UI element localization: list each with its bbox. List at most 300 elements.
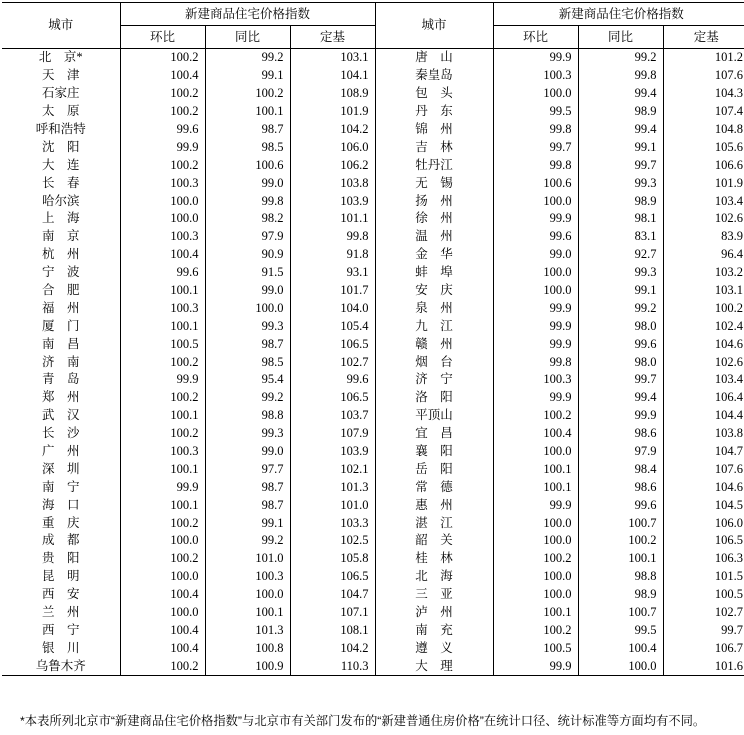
dingji-cell: 106.6 [714,157,744,172]
tongbi-cell: 100.6 [205,156,290,174]
dingji-cell: 100.5 [714,587,744,602]
huanbi-cell: 100.2 [493,622,578,640]
city-name-cell: 呼和浩特 [2,121,120,139]
city-name-cell: 徐 州 [375,210,493,228]
dingji-cell: 102.4 [714,318,744,333]
tongbi-cell: 100.9 [205,657,290,675]
dingji-cell: 106.0 [290,138,375,156]
huanbi-cell: 99.9 [493,496,578,514]
dingji-cell: 106.5 [290,335,375,353]
city-name-cell: 广 州 [2,443,120,461]
tongbi-cell: 100.0 [205,299,290,317]
huanbi-cell: 99.6 [493,228,578,246]
dingji-cell: 101.9 [714,175,744,190]
tongbi-cell: 99.6 [578,335,663,353]
tongbi-cell: 99.2 [578,299,663,317]
city-name-cell: 南 昌 [2,335,120,353]
dingji-cell: 103.1 [714,283,744,298]
index-group-header-left: 新建商品住宅价格指数 [120,3,375,26]
dingji-cell: 104.4 [714,408,744,423]
tongbi-cell: 99.2 [205,49,290,67]
city-name-cell: 石家庄 [2,85,120,103]
dingji-cell: 93.1 [290,264,375,282]
huanbi-cell: 99.0 [493,246,578,264]
dingji-cell: 110.3 [290,657,375,675]
tongbi-cell: 98.0 [578,353,663,371]
tongbi-cell: 99.3 [205,425,290,443]
city-name-cell: 杭 州 [2,246,120,264]
city-name-cell: 襄 阳 [375,443,493,461]
dingji-cell: 103.9 [290,443,375,461]
city-name-cell: 宁 波 [2,264,120,282]
huanbi-cell: 100.3 [493,67,578,85]
dingji-cell: 106.3 [714,551,744,566]
tongbi-cell: 100.2 [205,85,290,103]
huanbi-cell: 100.4 [120,246,205,264]
huanbi-cell: 100.0 [493,282,578,300]
tongbi-cell: 98.6 [578,425,663,443]
huanbi-cell: 100.0 [493,532,578,550]
huanbi-header-left: 环比 [120,26,205,49]
huanbi-cell: 99.8 [493,156,578,174]
dingji-cell: 99.6 [290,371,375,389]
city-column-header-right: 城市 [375,3,493,49]
city-name-cell: 深 圳 [2,460,120,478]
city-name-cell: 烟 台 [375,353,493,371]
huanbi-cell: 99.7 [493,138,578,156]
dingji-cell: 99.8 [290,228,375,246]
tongbi-cell: 98.9 [578,103,663,121]
table-row [2,192,744,210]
huanbi-cell: 100.0 [493,443,578,461]
huanbi-cell: 100.1 [120,317,205,335]
table-row [2,425,744,443]
tongbi-cell: 99.8 [578,67,663,85]
city-name-cell: 常 德 [375,478,493,496]
table-row [2,460,744,478]
city-name-cell: 大 理 [375,657,493,675]
tongbi-header-right: 同比 [578,26,663,49]
table-row [2,550,744,568]
city-name-cell: 泸 州 [375,604,493,622]
tongbi-cell: 101.0 [205,550,290,568]
dingji-cell: 101.2 [714,50,744,65]
huanbi-cell: 99.6 [120,121,205,139]
huanbi-cell: 100.3 [120,443,205,461]
dingji-cell: 108.9 [290,85,375,103]
huanbi-cell: 100.0 [493,192,578,210]
huanbi-cell: 100.2 [120,103,205,121]
huanbi-cell: 100.2 [120,514,205,532]
dingji-cell: 102.1 [290,460,375,478]
table-row [2,228,744,246]
huanbi-cell: 100.4 [120,586,205,604]
huanbi-cell: 100.1 [120,282,205,300]
tongbi-cell: 98.7 [205,121,290,139]
tongbi-cell: 98.5 [205,138,290,156]
tongbi-cell: 98.2 [205,210,290,228]
city-name-cell: 赣 州 [375,335,493,353]
city-name-cell: 桂 林 [375,550,493,568]
city-name-cell: 宜 昌 [375,425,493,443]
huanbi-cell: 99.9 [493,389,578,407]
tongbi-cell: 99.6 [578,496,663,514]
tongbi-cell: 99.4 [578,85,663,103]
city-name-cell: 青 岛 [2,371,120,389]
table-row [2,85,744,103]
city-name-cell: 海 口 [2,496,120,514]
city-name-cell: 南 宁 [2,478,120,496]
table-row [2,478,744,496]
dingji-cell: 96.4 [721,247,744,262]
table-body [2,49,744,676]
table-row [2,532,744,550]
city-name-cell: 遵 义 [375,639,493,657]
city-name-cell: 成 都 [2,532,120,550]
huanbi-cell: 100.1 [120,496,205,514]
footnote: *本表所列北京市“新建商品住宅价格指数”与北京市有关部门发布的“新建普通住房价格”在统计口径、统计标准等方面均有不同。 [20,714,706,728]
huanbi-cell: 99.9 [120,371,205,389]
dingji-cell: 101.6 [663,657,744,675]
huanbi-cell: 100.2 [120,85,205,103]
tongbi-cell: 100.8 [205,639,290,657]
table-row [2,317,744,335]
tongbi-cell: 99.4 [578,389,663,407]
huanbi-cell: 100.1 [120,407,205,425]
huanbi-cell: 100.3 [120,228,205,246]
city-name-cell: 九 江 [375,317,493,335]
tongbi-cell: 98.0 [578,317,663,335]
tongbi-cell: 98.9 [578,586,663,604]
tongbi-cell: 98.4 [578,460,663,478]
dingji-cell: 104.1 [290,67,375,85]
index-group-header-right: 新建商品住宅价格指数 [493,3,744,26]
city-name-cell: 贵 阳 [2,550,120,568]
huanbi-cell: 100.2 [120,49,205,67]
city-name-cell: 西 安 [2,586,120,604]
city-name-cell: 蚌 埠 [375,264,493,282]
city-name-cell: 长 春 [2,174,120,192]
huanbi-cell: 99.8 [493,353,578,371]
huanbi-cell: 100.2 [120,425,205,443]
tongbi-cell: 97.7 [205,460,290,478]
table-row [2,496,744,514]
huanbi-cell: 100.0 [493,514,578,532]
tongbi-cell: 99.9 [578,407,663,425]
city-name-cell: 沈 阳 [2,138,120,156]
huanbi-cell: 100.2 [120,657,205,675]
tongbi-cell: 99.3 [578,264,663,282]
dingji-cell: 108.1 [290,622,375,640]
dingji-cell: 101.1 [290,210,375,228]
tongbi-cell: 100.4 [578,639,663,657]
dingji-cell: 101.5 [714,569,744,584]
city-name-cell: 南 充 [375,622,493,640]
tongbi-cell: 100.1 [205,103,290,121]
city-name-cell: 洛 阳 [375,389,493,407]
city-name-cell: 北 海 [375,568,493,586]
huanbi-cell: 100.0 [493,568,578,586]
city-name-cell: 安 庆 [375,282,493,300]
dingji-cell: 103.4 [714,372,744,387]
huanbi-cell: 100.4 [120,67,205,85]
huanbi-cell: 100.2 [120,389,205,407]
dingji-cell: 103.1 [290,49,375,67]
dingji-cell: 103.8 [714,426,744,441]
tongbi-cell: 97.9 [578,443,663,461]
dingji-cell: 102.5 [290,532,375,550]
table-row [2,67,744,85]
tongbi-cell: 91.5 [205,264,290,282]
dingji-cell: 104.2 [290,121,375,139]
table-header [2,3,744,49]
dingji-cell: 104.7 [714,444,744,459]
huanbi-cell: 99.9 [493,299,578,317]
city-name-cell: 太 原 [2,103,120,121]
city-name-cell: 大 连 [2,156,120,174]
tongbi-cell: 98.7 [205,478,290,496]
huanbi-header-right: 环比 [493,26,578,49]
huanbi-cell: 100.0 [120,568,205,586]
table-row [2,299,744,317]
huanbi-cell: 99.5 [493,103,578,121]
dingji-cell: 101.7 [290,282,375,300]
dingji-cell: 106.4 [714,390,744,405]
tongbi-cell: 95.4 [205,371,290,389]
huanbi-cell: 100.4 [120,639,205,657]
tongbi-cell: 98.1 [578,210,663,228]
tongbi-cell: 101.3 [205,622,290,640]
dingji-cell: 102.7 [714,605,744,620]
tongbi-cell: 98.8 [205,407,290,425]
huanbi-cell: 100.1 [493,478,578,496]
city-name-cell: 泉 州 [375,299,493,317]
tongbi-cell: 92.7 [578,246,663,264]
dingji-cell: 102.6 [714,354,744,369]
tongbi-cell: 100.0 [578,657,663,675]
dingji-cell: 105.6 [714,139,744,154]
dingji-cell: 83.9 [721,229,744,244]
dingji-cell: 103.8 [290,174,375,192]
table-row [2,156,744,174]
tongbi-cell: 90.9 [205,246,290,264]
dingji-cell: 100.2 [714,300,744,315]
huanbi-cell: 100.5 [120,335,205,353]
tongbi-cell: 99.4 [578,121,663,139]
dingji-cell: 104.0 [290,299,375,317]
city-name-cell: 秦皇岛 [375,67,493,85]
huanbi-cell: 100.0 [120,192,205,210]
tongbi-cell: 99.0 [205,282,290,300]
dingji-cell: 105.4 [290,317,375,335]
city-name-cell: 南 京 [2,228,120,246]
huanbi-cell: 100.4 [493,425,578,443]
city-name-cell: 扬 州 [375,192,493,210]
dingji-cell: 104.3 [714,86,744,101]
city-name-cell: 兰 州 [2,604,120,622]
tongbi-cell: 100.1 [205,604,290,622]
city-name-cell: 重 庆 [2,514,120,532]
dingji-cell: 105.8 [290,550,375,568]
dingji-cell: 103.2 [714,265,744,280]
tongbi-cell: 99.1 [578,282,663,300]
huanbi-cell: 100.2 [493,550,578,568]
tongbi-cell: 99.8 [205,192,290,210]
huanbi-cell: 100.5 [493,639,578,657]
city-name-cell: 三 亚 [375,586,493,604]
dingji-cell: 91.8 [290,246,375,264]
city-name-cell: 湛 江 [375,514,493,532]
table-row [2,622,744,640]
city-name-cell: 岳 阳 [375,460,493,478]
city-name-cell: 无 锡 [375,174,493,192]
tongbi-cell: 97.9 [205,228,290,246]
huanbi-cell: 99.9 [493,49,578,67]
table-row [2,586,744,604]
table-row [2,121,744,139]
tongbi-cell: 100.7 [578,514,663,532]
city-name-cell: 包 头 [375,85,493,103]
tongbi-cell: 98.5 [205,353,290,371]
city-name-cell: 济 宁 [375,371,493,389]
city-name-cell: 吉 林 [375,138,493,156]
table-row [2,371,744,389]
dingji-cell: 99.7 [721,622,744,637]
city-name-cell: 济 南 [2,353,120,371]
tongbi-cell: 99.7 [578,156,663,174]
huanbi-cell: 99.9 [493,335,578,353]
table-row [2,407,744,425]
city-name-cell: 金 华 [375,246,493,264]
table-row [2,282,744,300]
city-name-cell: 北 京* [2,49,120,67]
huanbi-cell: 100.0 [493,264,578,282]
dingji-cell: 106.5 [290,568,375,586]
dingji-cell: 102.6 [714,211,744,226]
city-name-cell: 厦 门 [2,317,120,335]
dingji-cell: 106.7 [714,640,744,655]
dingji-cell: 106.5 [714,533,744,548]
tongbi-cell: 99.1 [205,514,290,532]
dingji-cell: 107.9 [290,425,375,443]
table-row [2,335,744,353]
huanbi-cell: 99.9 [120,138,205,156]
huanbi-cell: 100.6 [493,174,578,192]
huanbi-cell: 99.6 [120,264,205,282]
city-name-cell: 锦 州 [375,121,493,139]
huanbi-cell: 100.3 [120,174,205,192]
table-row [2,657,744,675]
huanbi-cell: 100.3 [120,299,205,317]
table-row [2,103,744,121]
tongbi-cell: 98.6 [578,478,663,496]
huanbi-cell: 100.0 [493,586,578,604]
city-name-cell: 郑 州 [2,389,120,407]
tongbi-cell: 100.1 [578,550,663,568]
tongbi-cell: 100.7 [578,604,663,622]
city-name-cell: 平顶山 [375,407,493,425]
huanbi-cell: 100.0 [493,85,578,103]
huanbi-cell: 100.0 [120,532,205,550]
city-name-cell: 昆 明 [2,568,120,586]
city-name-cell: 惠 州 [375,496,493,514]
tongbi-cell: 100.2 [578,532,663,550]
table-row [2,604,744,622]
huanbi-cell: 100.0 [120,210,205,228]
tongbi-cell: 99.0 [205,174,290,192]
tongbi-cell: 98.9 [578,192,663,210]
tongbi-cell: 99.7 [578,371,663,389]
huanbi-cell: 100.2 [120,550,205,568]
dingji-cell: 107.6 [714,461,744,476]
tongbi-cell: 98.8 [578,568,663,586]
tongbi-cell: 98.7 [205,496,290,514]
huanbi-cell: 99.9 [493,317,578,335]
city-name-cell: 上 海 [2,210,120,228]
table-row [2,568,744,586]
table-row [2,246,744,264]
city-name-cell: 长 沙 [2,425,120,443]
huanbi-cell: 100.3 [493,371,578,389]
table-row [2,639,744,657]
city-name-cell: 唐 山 [375,49,493,67]
dingji-cell: 104.8 [714,122,744,136]
table-row [2,514,744,532]
table-row [2,264,744,282]
dingji-cell: 107.1 [290,604,375,622]
dingji-cell: 106.0 [714,515,744,530]
dingji-cell: 107.6 [714,68,744,83]
city-name-cell: 牡丹江 [375,156,493,174]
table-row [2,138,744,156]
dingji-cell: 106.2 [290,156,375,174]
dingji-cell: 101.9 [290,103,375,121]
tongbi-cell: 99.3 [205,317,290,335]
huanbi-cell: 100.1 [493,460,578,478]
tongbi-cell: 99.5 [578,622,663,640]
dingji-cell: 103.9 [290,192,375,210]
table-row [2,443,744,461]
dingji-cell: 102.7 [290,353,375,371]
huanbi-cell: 99.9 [493,210,578,228]
city-column-header-left: 城市 [2,3,120,49]
dingji-cell: 104.5 [714,497,744,512]
dingji-header-left: 定基 [290,26,375,49]
dingji-cell: 103.3 [290,514,375,532]
city-name-cell: 温 州 [375,228,493,246]
huanbi-cell: 99.8 [493,121,578,139]
city-name-cell: 武 汉 [2,407,120,425]
tongbi-cell: 99.2 [578,49,663,67]
tongbi-cell: 99.2 [205,532,290,550]
dingji-cell: 103.4 [714,193,744,208]
table-row [2,353,744,371]
huanbi-cell: 99.9 [493,657,578,675]
dingji-cell: 104.6 [714,479,744,494]
tongbi-header-left: 同比 [205,26,290,49]
city-name-cell: 韶 关 [375,532,493,550]
tongbi-cell: 100.0 [205,586,290,604]
dingji-cell: 101.3 [290,478,375,496]
price-index-table [2,2,744,676]
city-name-cell: 银 川 [2,639,120,657]
tongbi-cell: 99.2 [205,389,290,407]
tongbi-cell: 99.0 [205,443,290,461]
dingji-cell: 104.6 [714,336,744,351]
huanbi-cell: 100.2 [493,407,578,425]
huanbi-cell: 99.9 [120,478,205,496]
huanbi-cell: 100.4 [120,622,205,640]
